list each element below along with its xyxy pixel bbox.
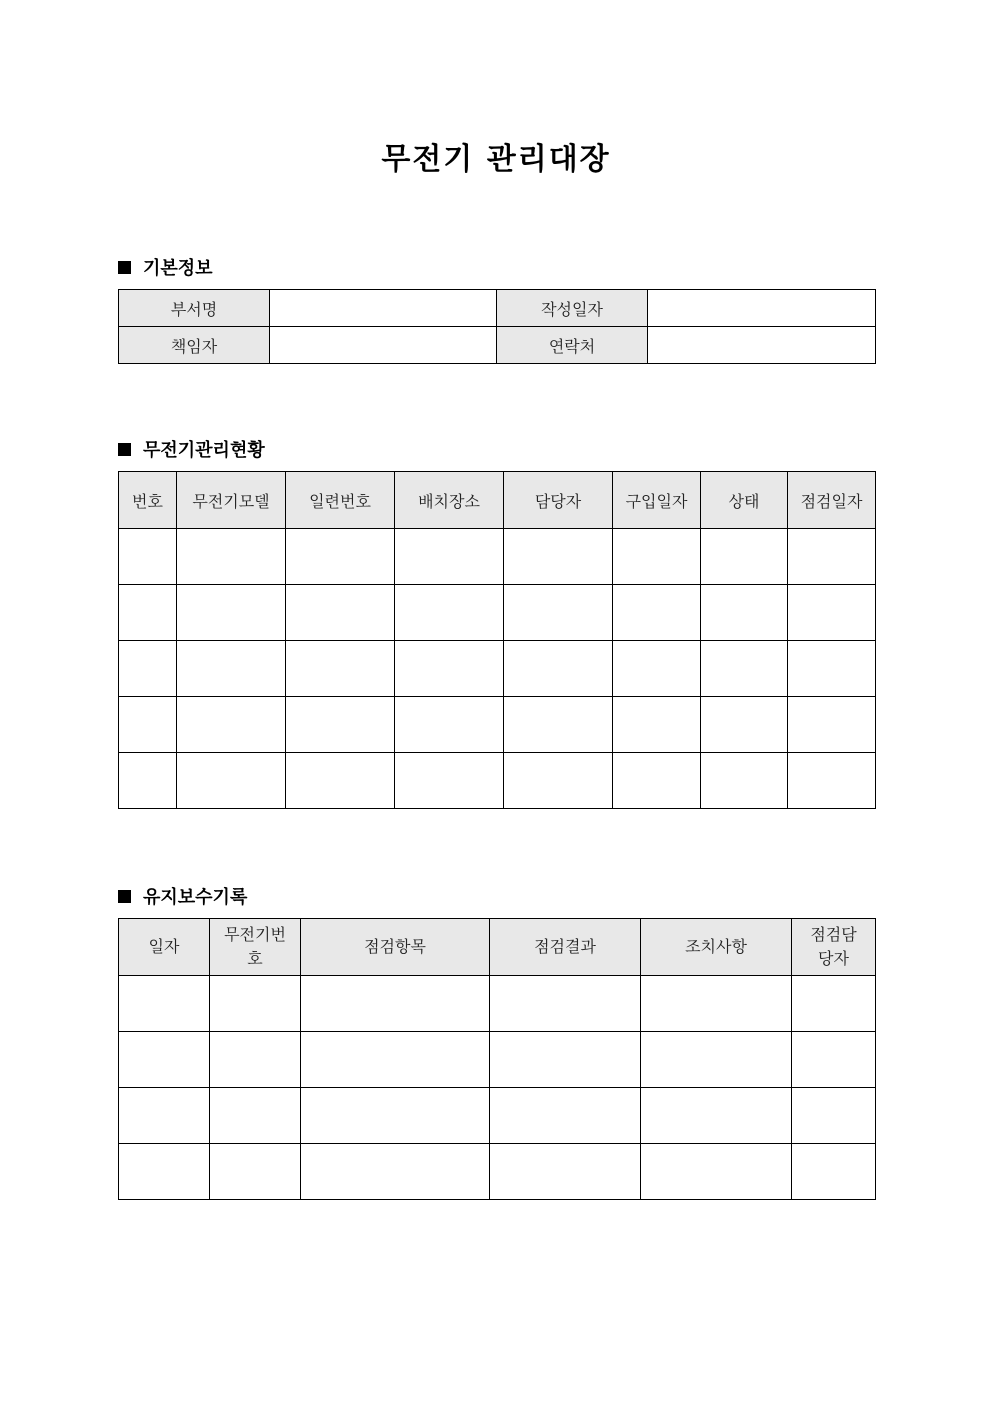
table-cell[interactable] (613, 585, 701, 641)
basic-info-table (118, 289, 876, 364)
table-cell[interactable] (490, 1144, 641, 1200)
square-bullet-icon (118, 261, 131, 274)
table-cell[interactable] (119, 697, 177, 753)
column-header: 점검일자 (788, 472, 876, 529)
column-header: 무전기번호 (210, 919, 301, 976)
table-cell[interactable] (504, 697, 613, 753)
table-cell[interactable] (490, 1032, 641, 1088)
table-cell[interactable] (286, 529, 395, 585)
table-row (119, 1144, 876, 1200)
date-written-field[interactable] (648, 290, 876, 327)
table-cell[interactable] (788, 697, 876, 753)
table-cell[interactable] (119, 976, 210, 1032)
table-row (119, 585, 876, 641)
table-cell[interactable] (119, 753, 177, 809)
table-cell[interactable] (119, 641, 177, 697)
table-cell[interactable] (177, 697, 286, 753)
table-cell[interactable] (701, 753, 788, 809)
table-cell[interactable] (177, 529, 286, 585)
table-cell[interactable] (641, 976, 792, 1032)
label-contact: 연락처 (497, 327, 648, 364)
table-cell[interactable] (119, 1032, 210, 1088)
radio-status-table (118, 471, 876, 809)
table-cell[interactable] (504, 529, 613, 585)
column-header: 상태 (701, 472, 788, 529)
section-heading-basic-info (118, 254, 213, 280)
maintenance-table (118, 918, 876, 1200)
table-cell[interactable] (210, 1144, 301, 1200)
column-header: 일자 (119, 919, 210, 976)
square-bullet-icon (118, 890, 131, 903)
table-cell[interactable] (286, 641, 395, 697)
column-header: 점검결과 (490, 919, 641, 976)
table-row (119, 641, 876, 697)
column-header: 점검담당자 (792, 919, 876, 976)
table-row (119, 327, 876, 364)
table-row (119, 976, 876, 1032)
table-row (119, 290, 876, 327)
table-cell[interactable] (641, 1032, 792, 1088)
label-department: 부서명 (119, 290, 270, 327)
table-cell[interactable] (301, 1144, 490, 1200)
square-bullet-icon (118, 443, 131, 456)
table-cell[interactable] (792, 976, 876, 1032)
table-cell[interactable] (301, 976, 490, 1032)
column-header: 조치사항 (641, 919, 792, 976)
manager-field[interactable] (270, 327, 497, 364)
table-row (119, 529, 876, 585)
table-cell[interactable] (504, 585, 613, 641)
table-cell[interactable] (119, 1088, 210, 1144)
department-field[interactable] (270, 290, 497, 327)
table-cell[interactable] (788, 753, 876, 809)
table-cell[interactable] (119, 1144, 210, 1200)
table-cell[interactable] (792, 1144, 876, 1200)
section-heading-maintenance (118, 883, 247, 909)
table-row (119, 697, 876, 753)
table-cell[interactable] (395, 529, 504, 585)
column-header: 구입일자 (613, 472, 701, 529)
table-cell[interactable] (286, 585, 395, 641)
table-cell[interactable] (210, 1032, 301, 1088)
column-header: 번호 (119, 472, 177, 529)
table-cell[interactable] (504, 753, 613, 809)
table-row (119, 1088, 876, 1144)
table-cell[interactable] (395, 641, 504, 697)
label-date-written: 작성일자 (497, 290, 648, 327)
table-cell[interactable] (788, 529, 876, 585)
table-header-row (119, 919, 876, 976)
table-cell[interactable] (210, 1088, 301, 1144)
table-cell[interactable] (301, 1032, 490, 1088)
table-cell[interactable] (613, 641, 701, 697)
table-row (119, 1032, 876, 1088)
table-cell[interactable] (301, 1088, 490, 1144)
table-cell[interactable] (177, 753, 286, 809)
table-cell[interactable] (788, 585, 876, 641)
table-header-row (119, 472, 876, 529)
table-row (119, 753, 876, 809)
table-cell[interactable] (286, 753, 395, 809)
contact-field[interactable] (648, 327, 876, 364)
table-cell[interactable] (701, 585, 788, 641)
label-manager: 책임자 (119, 327, 270, 364)
table-cell[interactable] (395, 753, 504, 809)
table-cell[interactable] (210, 976, 301, 1032)
table-cell[interactable] (613, 753, 701, 809)
section-heading-label: 유지보수기록 (143, 887, 248, 908)
table-cell[interactable] (613, 529, 701, 585)
column-header: 배치장소 (395, 472, 504, 529)
column-header: 담당자 (504, 472, 613, 529)
table-cell[interactable] (395, 697, 504, 753)
section-heading-label: 무전기관리현황 (143, 440, 265, 461)
table-cell[interactable] (490, 976, 641, 1032)
table-cell[interactable] (119, 585, 177, 641)
table-cell[interactable] (286, 697, 395, 753)
table-cell[interactable] (613, 697, 701, 753)
table-cell[interactable] (792, 1088, 876, 1144)
table-cell[interactable] (119, 529, 177, 585)
table-cell[interactable] (641, 1144, 792, 1200)
table-cell[interactable] (701, 641, 788, 697)
table-cell[interactable] (177, 641, 286, 697)
table-cell[interactable] (788, 641, 876, 697)
table-cell[interactable] (792, 1032, 876, 1088)
column-header: 점검항목 (301, 919, 490, 976)
table-cell[interactable] (701, 529, 788, 585)
table-cell[interactable] (641, 1088, 792, 1144)
table-cell[interactable] (504, 641, 613, 697)
column-header: 무전기모델 (177, 472, 286, 529)
document-title: 무전기 관리대장 (381, 142, 611, 177)
table-cell[interactable] (395, 585, 504, 641)
table-cell[interactable] (701, 697, 788, 753)
section-heading-label: 기본정보 (143, 258, 213, 279)
column-header: 일련번호 (286, 472, 395, 529)
section-heading-status (118, 436, 265, 462)
table-cell[interactable] (177, 585, 286, 641)
table-cell[interactable] (490, 1088, 641, 1144)
